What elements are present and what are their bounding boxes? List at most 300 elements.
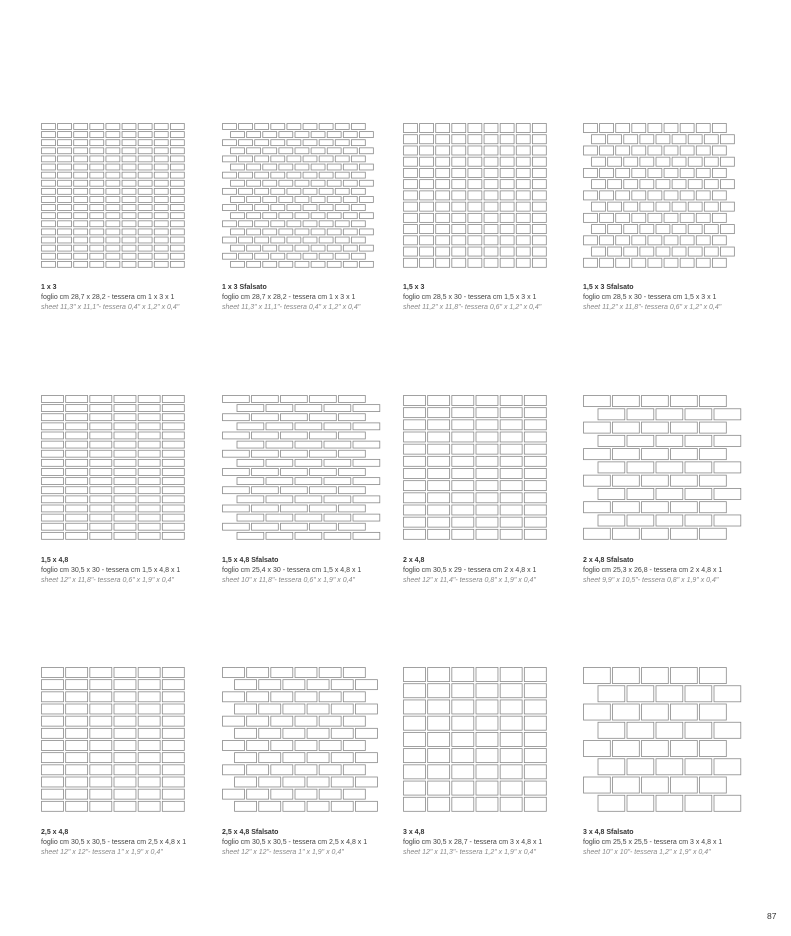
tessera (404, 469, 426, 479)
tessera (319, 156, 333, 162)
tessera (154, 164, 168, 170)
tessera (66, 441, 88, 448)
tessera (66, 801, 88, 811)
tessera (271, 221, 285, 227)
tessera (343, 692, 365, 702)
tessera (239, 140, 253, 146)
tessera (436, 202, 450, 211)
tessera (327, 180, 341, 186)
tessera (138, 459, 160, 466)
tessera (476, 684, 498, 698)
tessera (648, 146, 662, 155)
tessera (259, 680, 281, 690)
tessera (700, 502, 727, 513)
tessera (404, 225, 418, 234)
tessera (452, 432, 474, 442)
tessera (319, 716, 341, 726)
tessera (42, 172, 56, 178)
tessera (90, 423, 112, 430)
tessera (74, 188, 88, 194)
tile-size-cm: foglio cm 30,5 x 30,5 - tessera cm 2,5 x 4,8 x 1 (41, 839, 187, 846)
tessera (311, 164, 325, 170)
tessera (279, 245, 293, 251)
tessera (42, 156, 56, 162)
tessera (500, 668, 522, 682)
tessera (170, 237, 184, 243)
tessera (584, 668, 611, 684)
tessera (271, 668, 293, 678)
tessera (90, 728, 112, 738)
tessera (648, 258, 662, 267)
tessera (428, 529, 450, 539)
tessera (420, 191, 434, 200)
tessera (671, 422, 698, 433)
tessera (592, 202, 606, 211)
tessera (712, 191, 726, 200)
mosaic-pattern (403, 395, 560, 543)
tessera (58, 221, 72, 227)
tessera (327, 148, 341, 154)
tessera (532, 247, 546, 256)
tessera (632, 236, 646, 245)
tessera (339, 396, 366, 403)
tessera (58, 172, 72, 178)
tessera (138, 704, 160, 714)
tessera (452, 396, 474, 406)
tessera (468, 202, 482, 211)
tile-caption (403, 828, 578, 858)
tessera (74, 148, 88, 154)
tessera (154, 261, 168, 267)
tessera (500, 797, 522, 811)
tessera (295, 441, 322, 448)
tessera (231, 180, 245, 186)
tessera (428, 797, 450, 811)
tessera (90, 432, 112, 439)
tessera (58, 253, 72, 259)
tessera (319, 692, 341, 702)
tessera (436, 168, 450, 177)
mosaic-pattern (41, 667, 198, 815)
tessera (154, 188, 168, 194)
tessera (339, 487, 366, 494)
tessera (324, 496, 351, 503)
tessera (271, 741, 293, 751)
tessera (324, 532, 351, 539)
tessera (598, 488, 625, 499)
tessera (223, 523, 250, 530)
tessera (239, 172, 253, 178)
tessera (524, 797, 546, 811)
tessera (532, 135, 546, 144)
tessera (319, 765, 341, 775)
tessera (307, 680, 329, 690)
tessera (170, 213, 184, 219)
tessera (613, 396, 640, 407)
tessera (310, 487, 337, 494)
tessera (584, 124, 598, 133)
tessera (319, 221, 333, 227)
tile-size-inch: sheet 10" x 11,8"- tessera 0,6" x 1,9" x 0,4" (222, 577, 355, 584)
tile-caption (222, 283, 397, 313)
tessera (436, 258, 450, 267)
tessera (428, 432, 450, 442)
tessera (532, 191, 546, 200)
tessera (74, 213, 88, 219)
tessera (90, 692, 112, 702)
tessera (640, 180, 654, 189)
mosaic-pattern (583, 395, 740, 543)
tessera (66, 514, 88, 521)
tessera (327, 229, 341, 235)
tessera (42, 765, 64, 775)
tessera (700, 704, 727, 720)
tessera (476, 396, 498, 406)
tessera (58, 261, 72, 267)
tessera (613, 422, 640, 433)
tessera (66, 680, 88, 690)
tessera (359, 229, 373, 235)
tessera (484, 258, 498, 267)
tessera (484, 180, 498, 189)
tessera (279, 213, 293, 219)
tessera (500, 444, 522, 454)
tessera (335, 221, 349, 227)
tessera (307, 801, 329, 811)
tessera (138, 205, 152, 211)
tessera (42, 164, 56, 170)
tile-caption (583, 828, 758, 858)
tessera (584, 191, 598, 200)
tessera (351, 221, 365, 227)
tessera (664, 146, 678, 155)
tessera (90, 680, 112, 690)
tessera (516, 191, 530, 200)
tessera (600, 124, 614, 133)
tessera (500, 191, 514, 200)
tessera (295, 164, 309, 170)
tessera (154, 180, 168, 186)
tile-caption (41, 828, 216, 858)
tessera (122, 261, 136, 267)
tessera (404, 157, 418, 166)
tessera (428, 781, 450, 795)
tessera (468, 247, 482, 256)
tessera (468, 213, 482, 222)
tessera (404, 700, 426, 714)
tessera (696, 146, 710, 155)
tessera (476, 456, 498, 466)
tessera (231, 148, 245, 154)
tessera (90, 405, 112, 412)
tessera (114, 704, 136, 714)
tessera (259, 801, 281, 811)
tessera (688, 247, 702, 256)
tessera (295, 765, 317, 775)
tessera (66, 505, 88, 512)
tessera (231, 261, 245, 267)
tessera (162, 777, 184, 787)
tessera (704, 180, 718, 189)
tessera (476, 700, 498, 714)
tessera (66, 450, 88, 457)
tessera (584, 213, 598, 222)
tessera (671, 741, 698, 757)
tessera (704, 157, 718, 166)
tessera (632, 191, 646, 200)
tessera (162, 459, 184, 466)
tessera (58, 164, 72, 170)
tessera (608, 247, 622, 256)
tessera (90, 261, 104, 267)
tessera (343, 132, 357, 138)
tessera (42, 801, 64, 811)
tessera (154, 197, 168, 203)
tessera (624, 225, 638, 234)
tessera (720, 202, 734, 211)
tessera (656, 435, 683, 446)
tile-size-inch: sheet 11,2" x 11,8"- tessera 0,6" x 1,2" x 0,4" (583, 304, 722, 311)
tessera (90, 188, 104, 194)
tessera (524, 408, 546, 418)
tile-title: 3 x 4,8 Sfalsato (583, 829, 634, 836)
tessera (359, 132, 373, 138)
tessera (271, 253, 285, 259)
tessera (42, 505, 64, 512)
tessera (42, 132, 56, 138)
tessera (680, 191, 694, 200)
tessera (616, 124, 630, 133)
tessera (327, 261, 341, 267)
tessera (90, 801, 112, 811)
tessera (671, 502, 698, 513)
tessera (324, 514, 351, 521)
tile-size-inch: sheet 9,9" x 10,5"- tessera 0,8" x 1,9" x 0,4" (583, 577, 719, 584)
tessera (138, 414, 160, 421)
tessera (295, 496, 322, 503)
tessera (468, 146, 482, 155)
tessera (404, 146, 418, 155)
tessera (335, 124, 349, 130)
tessera (307, 728, 329, 738)
tessera (311, 213, 325, 219)
tessera (598, 409, 625, 420)
tile-title: 1,5 x 3 Sfalsato (583, 284, 634, 291)
tessera (90, 704, 112, 714)
tessera (263, 261, 277, 267)
tessera (484, 168, 498, 177)
tessera (162, 680, 184, 690)
tessera (170, 188, 184, 194)
tessera (351, 237, 365, 243)
tile-title: 1 x 3 Sfalsato (222, 284, 267, 291)
tessera (106, 229, 120, 235)
tile-size-cm: foglio cm 25,3 x 26,8 - tessera cm 2 x 4,8 x 1 (583, 567, 723, 574)
tessera (307, 753, 329, 763)
tessera (90, 221, 104, 227)
tessera (688, 225, 702, 234)
tessera (532, 236, 546, 245)
tessera (311, 132, 325, 138)
tessera (42, 692, 64, 702)
tessera (632, 213, 646, 222)
tessera (74, 261, 88, 267)
tessera (516, 258, 530, 267)
tessera (287, 124, 301, 130)
tessera (452, 469, 474, 479)
tessera (90, 205, 104, 211)
tessera (138, 716, 160, 726)
tessera (420, 213, 434, 222)
tessera (404, 481, 426, 491)
tessera (468, 236, 482, 245)
tessera (162, 532, 184, 539)
tessera (170, 132, 184, 138)
tessera (247, 716, 269, 726)
tessera (114, 505, 136, 512)
tessera (114, 692, 136, 702)
tessera (223, 716, 245, 726)
tessera (138, 140, 152, 146)
tessera (516, 146, 530, 155)
tessera (319, 789, 341, 799)
tessera (720, 247, 734, 256)
tessera (476, 469, 498, 479)
tessera (74, 229, 88, 235)
tessera (122, 124, 136, 130)
tessera (90, 523, 112, 530)
tessera (223, 450, 250, 457)
tessera (259, 704, 281, 714)
mosaic-pattern (583, 667, 740, 815)
tessera (627, 409, 654, 420)
tessera (632, 168, 646, 177)
tessera (598, 722, 625, 738)
tessera (700, 449, 727, 460)
tessera (608, 180, 622, 189)
tessera (584, 502, 611, 513)
tessera (42, 205, 56, 211)
tessera (42, 514, 64, 521)
tessera (353, 459, 380, 466)
tessera (339, 505, 366, 512)
tessera (613, 704, 640, 720)
tessera (138, 253, 152, 259)
tessera (42, 777, 64, 787)
tessera (231, 197, 245, 203)
tessera (500, 432, 522, 442)
tessera (452, 213, 466, 222)
tessera (656, 795, 683, 811)
tessera (696, 236, 710, 245)
tessera (66, 469, 88, 476)
tessera (66, 704, 88, 714)
tile-size-inch: sheet 11,3" x 11,1"- tessera 0,4" x 1,2" x 0,4" (222, 304, 361, 311)
tessera (468, 157, 482, 166)
tessera (613, 502, 640, 513)
tessera (584, 396, 611, 407)
tessera (680, 258, 694, 267)
tessera (339, 432, 366, 439)
tessera (584, 704, 611, 720)
tile-title: 2,5 x 4,8 (41, 829, 69, 836)
tessera (247, 213, 261, 219)
tessera (712, 168, 726, 177)
tessera (500, 124, 514, 133)
tessera (500, 765, 522, 779)
tessera (154, 205, 168, 211)
tessera (311, 229, 325, 235)
tessera (359, 164, 373, 170)
tessera (685, 488, 712, 499)
tessera (500, 456, 522, 466)
tessera (335, 172, 349, 178)
tessera (303, 140, 317, 146)
tessera (452, 146, 466, 155)
tessera (281, 414, 308, 421)
tile-size-inch: sheet 12" x 12"- tessera 1" x 1,9" x 0,4" (41, 849, 163, 856)
tessera (310, 469, 337, 476)
tessera (237, 532, 264, 539)
tessera (106, 221, 120, 227)
tessera (90, 132, 104, 138)
tessera (154, 213, 168, 219)
tessera (66, 487, 88, 494)
tessera (235, 801, 257, 811)
tessera (656, 488, 683, 499)
tessera (680, 124, 694, 133)
tile-title: 3 x 4,8 (403, 829, 425, 836)
tessera (500, 469, 522, 479)
tessera (700, 475, 727, 486)
tessera (266, 532, 293, 539)
tessera (162, 505, 184, 512)
mosaic-pattern (403, 123, 560, 271)
tessera (74, 124, 88, 130)
tessera (524, 749, 546, 763)
tessera (42, 405, 64, 412)
tessera (500, 396, 522, 406)
tessera (66, 777, 88, 787)
tessera (122, 188, 136, 194)
tessera (138, 423, 160, 430)
tessera (327, 197, 341, 203)
tessera (42, 261, 56, 267)
tessera (696, 124, 710, 133)
tessera (642, 422, 669, 433)
tessera (627, 515, 654, 526)
tessera (263, 213, 277, 219)
tessera (324, 423, 351, 430)
tessera (500, 225, 514, 234)
tessera (114, 777, 136, 787)
tessera (74, 172, 88, 178)
tessera (74, 164, 88, 170)
tessera (271, 172, 285, 178)
tessera (331, 728, 353, 738)
tessera (162, 692, 184, 702)
tessera (42, 253, 56, 259)
tessera (295, 132, 309, 138)
tessera (42, 523, 64, 530)
tessera (714, 462, 741, 473)
tessera (295, 180, 309, 186)
tessera (642, 528, 669, 539)
tessera (656, 225, 670, 234)
tessera (239, 221, 253, 227)
tessera (600, 146, 614, 155)
tessera (162, 405, 184, 412)
